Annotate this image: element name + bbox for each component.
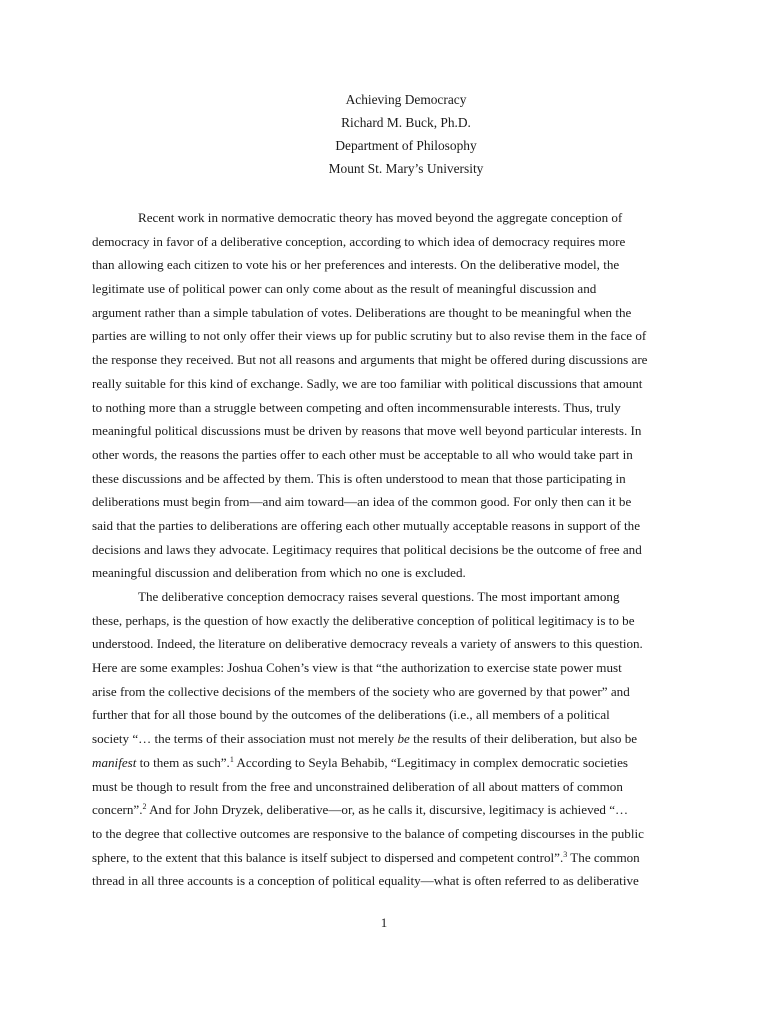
title-block: [0, 88, 768, 180]
text-line: [92, 751, 684, 775]
text-line: these discussions and be affected by them. This is often understood to mean that those participating in: [92, 470, 626, 486]
text-line: these, perhaps, is the question of how exactly the deliberative conception of political legitimacy is to be: [92, 612, 635, 628]
text-line: legitimate use of political power can only come about as the result of meaningful discussion and: [92, 281, 597, 297]
text-line: [92, 846, 684, 870]
text-line: further that for all those bound by the outcomes of the deliberations (i.e., all members of a political: [92, 707, 610, 723]
text-segment: The common: [567, 849, 640, 865]
text-line: to the degree that collective outcomes are responsive to the balance of competing discourses in the public: [92, 825, 644, 841]
footnote-ref-1[interactable]: 1: [229, 754, 234, 764]
text-line: the response they received. But not all reasons and arguments that might be offered during discussions are: [92, 352, 648, 368]
body-text: [92, 206, 684, 893]
text-line: The deliberative conception democracy raises several questions. The most important among: [138, 589, 620, 604]
text-line: [92, 727, 684, 751]
page-number: 1: [380, 915, 388, 930]
text-line: democracy in favor of a deliberative conception, according to which idea of democracy requires more: [92, 233, 626, 249]
text-line: decisions and laws they advocate. Legitimacy requires that political decisions be the outcome of free and: [92, 541, 642, 557]
text-line: arise from the collective decisions of the members of the society who are governed by that power” and: [92, 683, 630, 699]
emphasis-text: manifest: [92, 754, 137, 770]
text-line: argument rather than a simple tabulation of votes. Deliberations are thought to be meaningful when the: [92, 304, 632, 320]
footnote-ref-2[interactable]: 2: [142, 802, 147, 812]
text-line: really suitable for this kind of exchange. Sadly, we are too familiar with political discussions that amount: [92, 375, 643, 391]
text-segment: to them as such”.: [136, 754, 230, 770]
text-line: [92, 798, 684, 822]
text-segment: sphere, to the extent that this balance is itself subject to dispersed and competent control”.: [92, 849, 564, 865]
text-line: Here are some examples: Joshua Cohen’s view is that “the authorization to exercise state power must: [92, 660, 622, 676]
text-line: must be though to result from the free and unconstrained deliberation of all about matters of common: [92, 778, 623, 794]
text-line: understood. Indeed, the literature on deliberative democracy reveals a variety of answers to this question.: [92, 636, 643, 652]
text-line: Recent work in normative democratic theory has moved beyond the aggregate conception of: [138, 210, 623, 225]
text-segment: concern”.: [92, 802, 143, 818]
footnote-ref-3[interactable]: 3: [563, 849, 568, 859]
text-line: meaningful political discussions must be driven by reasons that move well beyond particular interests. In: [92, 423, 642, 439]
author-name: Richard M. Buck, Ph.D.: [341, 115, 471, 130]
department-name: Department of Philosophy: [335, 138, 477, 153]
text-line: to nothing more than a struggle between competing and often incommensurable interests. Thus, truly: [92, 399, 621, 415]
text-line: said that the parties to deliberations are offering each other mutually acceptable reasons in support of the: [92, 517, 641, 533]
text-line: other words, the reasons the parties offer to each other must be acceptable to all who would take part in: [92, 446, 633, 462]
text-segment: society “… the terms of their association must not merely: [92, 731, 398, 747]
text-line: meaningful discussion and deliberation from which no one is excluded.: [92, 565, 466, 581]
text-line: deliberations must begin from—and aim toward—an idea of the common good. For only then can it be: [92, 494, 632, 510]
text-line: parties are willing to not only offer their views up for public scrutiny but to also revise them in the face of: [92, 328, 647, 344]
text-line: thread in all three accounts is a conception of political equality—what is often referred to as deliberative: [92, 873, 639, 889]
text-line: than allowing each citizen to vote his or her preferences and interests. On the deliberative model, the: [92, 257, 620, 273]
text-segment: And for John Dryzek, deliberative—or, as he calls it, discursive, legitimacy is achieved “…: [146, 802, 629, 818]
paper-title: Achieving Democracy: [345, 92, 467, 107]
emphasis-text: be: [397, 731, 410, 747]
text-segment: According to Seyla Behabib, “Legitimacy in complex democratic societies: [233, 754, 628, 770]
institution-name: Mount St. Mary’s University: [328, 161, 484, 176]
text-segment: the results of their deliberation, but also be: [409, 731, 638, 747]
